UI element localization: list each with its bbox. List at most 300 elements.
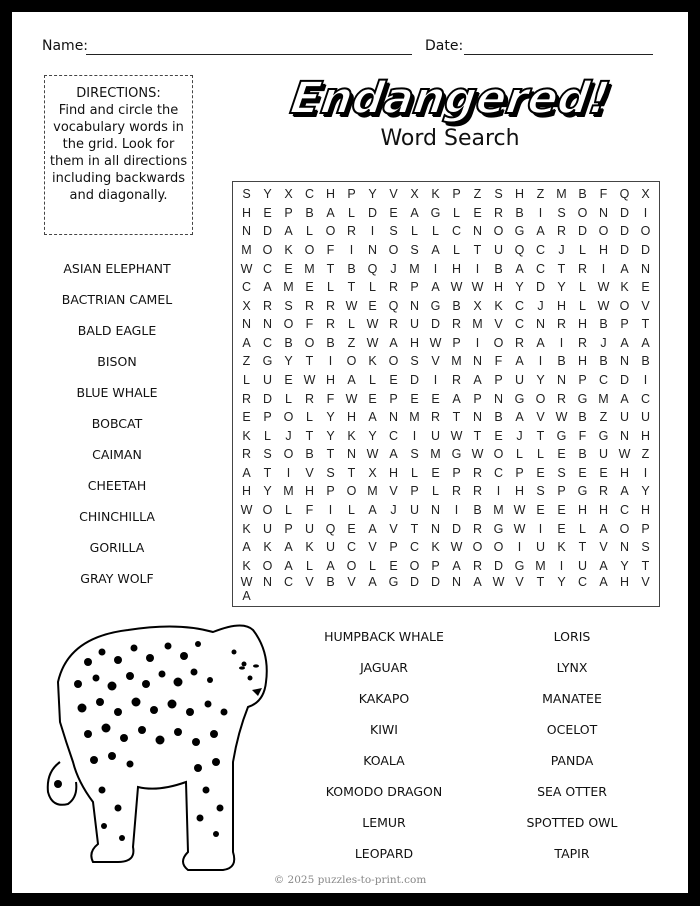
grid-cell[interactable]: A [284, 540, 293, 555]
grid-cell[interactable]: F [599, 187, 608, 202]
grid-cell[interactable]: F [578, 428, 587, 443]
grid-cell[interactable]: T [473, 428, 482, 443]
grid-cell[interactable]: L [327, 280, 334, 295]
grid-cell[interactable]: L [411, 465, 418, 480]
grid-cell[interactable]: V [599, 540, 608, 555]
grid-cell[interactable]: B [494, 261, 503, 276]
grid-cell[interactable]: N [556, 372, 567, 387]
grid-cell[interactable]: B [641, 354, 650, 369]
grid-cell[interactable]: X [284, 187, 293, 202]
grid-cell[interactable]: Q [514, 242, 525, 257]
grid-cell[interactable]: R [472, 484, 483, 499]
grid-cell[interactable]: O [304, 335, 315, 350]
grid-cell[interactable]: N [241, 317, 252, 332]
grid-cell[interactable]: O [304, 242, 315, 257]
grid-cell[interactable]: K [557, 540, 566, 555]
grid-cell[interactable]: B [578, 410, 587, 425]
grid-cell[interactable]: S [494, 187, 503, 202]
grid-cell[interactable]: B [599, 354, 608, 369]
grid-cell[interactable]: H [640, 428, 651, 443]
grid-cell[interactable]: F [305, 502, 314, 517]
grid-cell[interactable]: I [538, 521, 543, 536]
grid-cell[interactable]: T [326, 261, 335, 276]
grid-cell[interactable]: V [431, 354, 440, 369]
grid-cell[interactable]: A [242, 335, 251, 350]
grid-cell[interactable]: J [537, 298, 544, 313]
grid-cell[interactable]: U [430, 428, 441, 443]
grid-cell[interactable]: H [514, 484, 525, 499]
grid-cell[interactable]: M [304, 261, 315, 276]
grid-cell[interactable]: H [451, 261, 462, 276]
grid-cell[interactable]: W [345, 298, 358, 313]
grid-cell[interactable]: J [600, 335, 607, 350]
grid-cell[interactable]: U [577, 558, 588, 573]
grid-cell[interactable]: E [536, 502, 545, 517]
grid-cell[interactable]: G [451, 447, 462, 462]
grid-cell[interactable]: M [409, 410, 420, 425]
grid-cell[interactable]: V [515, 574, 524, 589]
grid-cell[interactable]: E [494, 428, 503, 443]
grid-cell[interactable]: B [473, 502, 482, 517]
grid-cell[interactable]: R [451, 372, 462, 387]
grid-cell[interactable]: T [641, 558, 650, 573]
grid-cell[interactable]: W [240, 502, 253, 517]
grid-cell[interactable]: U [598, 447, 609, 462]
grid-cell[interactable]: A [641, 335, 650, 350]
grid-cell[interactable]: A [452, 391, 461, 406]
grid-cell[interactable]: N [388, 410, 399, 425]
grid-cell[interactable]: P [284, 205, 293, 220]
grid-cell[interactable]: P [347, 187, 356, 202]
grid-cell[interactable]: O [388, 242, 399, 257]
grid-cell[interactable]: P [389, 391, 398, 406]
grid-cell[interactable]: O [409, 558, 420, 573]
grid-cell[interactable]: N [598, 205, 609, 220]
grid-cell[interactable]: R [241, 391, 252, 406]
grid-cell[interactable]: G [514, 224, 525, 239]
grid-cell[interactable]: K [431, 540, 440, 555]
grid-cell[interactable]: C [535, 242, 546, 257]
grid-cell[interactable]: O [262, 502, 273, 517]
grid-cell[interactable]: N [451, 574, 462, 589]
grid-cell[interactable]: Y [536, 372, 545, 387]
grid-cell[interactable]: A [620, 335, 629, 350]
grid-cell[interactable]: S [326, 465, 335, 480]
grid-cell[interactable]: L [432, 224, 439, 239]
grid-cell[interactable]: A [515, 354, 524, 369]
grid-cell[interactable]: O [493, 335, 504, 350]
grid-cell[interactable]: T [557, 261, 566, 276]
grid-cell[interactable]: L [537, 447, 544, 462]
grid-cell[interactable]: E [557, 447, 566, 462]
grid-cell[interactable]: F [326, 242, 335, 257]
grid-cell[interactable]: E [389, 372, 398, 387]
grid-cell[interactable]: G [598, 428, 609, 443]
grid-cell[interactable]: J [390, 261, 397, 276]
grid-cell[interactable]: P [452, 335, 461, 350]
grid-cell[interactable]: N [367, 242, 378, 257]
grid-cell[interactable]: M [598, 391, 609, 406]
grid-cell[interactable]: H [325, 372, 336, 387]
grid-cell[interactable]: U [409, 502, 420, 517]
grid-cell[interactable]: I [559, 558, 564, 573]
grid-cell[interactable]: J [558, 242, 565, 257]
grid-cell[interactable]: C [346, 540, 357, 555]
grid-cell[interactable]: A [326, 205, 335, 220]
grid-cell[interactable]: B [578, 447, 587, 462]
grid-cell[interactable]: Z [641, 447, 650, 462]
grid-cell[interactable]: A [473, 574, 482, 589]
grid-cell[interactable]: W [429, 335, 442, 350]
grid-cell[interactable]: H [577, 354, 588, 369]
grid-cell[interactable]: R [472, 521, 483, 536]
grid-cell[interactable]: P [494, 372, 503, 387]
letter-grid[interactable] [232, 181, 660, 607]
grid-cell[interactable]: V [389, 187, 398, 202]
grid-cell[interactable]: T [305, 354, 314, 369]
grid-cell[interactable]: A [284, 558, 293, 573]
grid-cell[interactable]: Y [620, 558, 629, 573]
grid-cell[interactable]: V [305, 574, 314, 589]
grid-cell[interactable]: A [284, 224, 293, 239]
grid-cell[interactable]: L [516, 447, 523, 462]
grid-cell[interactable]: I [370, 224, 375, 239]
grid-cell[interactable]: H [346, 410, 357, 425]
grid-cell[interactable]: L [453, 242, 460, 257]
grid-cell[interactable]: P [326, 484, 335, 499]
grid-cell[interactable]: S [389, 224, 398, 239]
grid-cell[interactable]: N [472, 410, 483, 425]
grid-cell[interactable]: H [388, 465, 399, 480]
grid-cell[interactable]: E [557, 502, 566, 517]
grid-cell[interactable]: T [263, 465, 272, 480]
grid-cell[interactable]: D [430, 317, 441, 332]
grid-cell[interactable]: V [305, 465, 314, 480]
grid-cell[interactable]: H [409, 335, 420, 350]
grid-cell[interactable]: O [262, 558, 273, 573]
grid-cell[interactable]: E [389, 558, 398, 573]
grid-cell[interactable]: F [494, 354, 503, 369]
grid-cell[interactable]: E [473, 205, 482, 220]
grid-cell[interactable]: U [493, 242, 504, 257]
grid-cell[interactable]: W [366, 447, 379, 462]
grid-cell[interactable]: O [640, 224, 651, 239]
grid-cell[interactable]: X [368, 465, 377, 480]
grid-cell[interactable]: L [285, 502, 292, 517]
grid-cell[interactable]: W [240, 261, 253, 276]
grid-cell[interactable]: S [263, 447, 272, 462]
grid-cell[interactable]: N [409, 298, 420, 313]
grid-cell[interactable]: I [496, 484, 501, 499]
grid-cell[interactable]: R [472, 558, 483, 573]
grid-cell[interactable]: Y [263, 484, 272, 499]
grid-cell[interactable]: N [640, 261, 651, 276]
grid-cell[interactable]: G [514, 391, 525, 406]
grid-cell[interactable]: R [451, 317, 462, 332]
grid-cell[interactable]: M [472, 317, 483, 332]
grid-cell[interactable]: G [262, 354, 273, 369]
grid-cell[interactable]: A [620, 261, 629, 276]
grid-cell[interactable]: L [306, 224, 313, 239]
grid-cell[interactable]: Z [473, 187, 482, 202]
grid-cell[interactable]: E [536, 465, 545, 480]
grid-cell[interactable]: A [326, 558, 335, 573]
grid-cell[interactable]: G [430, 298, 441, 313]
grid-cell[interactable]: N [430, 521, 441, 536]
grid-cell[interactable]: U [304, 521, 315, 536]
grid-cell[interactable]: T [641, 317, 650, 332]
grid-cell[interactable]: I [601, 261, 606, 276]
grid-cell[interactable]: G [430, 205, 441, 220]
grid-cell[interactable]: U [262, 372, 273, 387]
grid-cell[interactable]: C [598, 372, 609, 387]
grid-cell[interactable]: I [559, 335, 564, 350]
grid-cell[interactable]: W [450, 280, 463, 295]
grid-cell[interactable]: M [451, 354, 462, 369]
grid-cell[interactable]: P [410, 484, 419, 499]
grid-cell[interactable]: T [305, 428, 314, 443]
grid-cell[interactable]: T [578, 540, 587, 555]
grid-cell[interactable]: P [515, 465, 524, 480]
grid-cell[interactable]: W [492, 574, 505, 589]
grid-cell[interactable]: R [472, 465, 483, 480]
grid-cell[interactable]: A [620, 391, 629, 406]
grid-cell[interactable]: C [514, 298, 525, 313]
grid-cell[interactable]: R [346, 224, 357, 239]
grid-cell[interactable]: E [368, 391, 377, 406]
grid-cell[interactable]: E [347, 521, 356, 536]
grid-cell[interactable]: A [368, 521, 377, 536]
grid-cell[interactable]: A [599, 521, 608, 536]
grid-cell[interactable]: D [535, 280, 546, 295]
grid-cell[interactable]: S [242, 187, 251, 202]
grid-cell[interactable]: Z [536, 187, 545, 202]
grid-cell[interactable]: I [433, 372, 438, 387]
grid-cell[interactable]: O [283, 447, 294, 462]
grid-cell[interactable]: I [643, 205, 648, 220]
grid-cell[interactable]: B [452, 298, 461, 313]
grid-cell[interactable]: B [494, 410, 503, 425]
grid-cell[interactable]: H [514, 187, 525, 202]
grid-cell[interactable]: E [599, 465, 608, 480]
grid-cell[interactable]: R [493, 205, 504, 220]
grid-cell[interactable]: I [538, 354, 543, 369]
grid-cell[interactable]: F [305, 317, 314, 332]
grid-cell[interactable]: B [284, 335, 293, 350]
grid-cell[interactable]: O [283, 317, 294, 332]
grid-cell[interactable]: R [304, 298, 315, 313]
grid-cell[interactable]: X [473, 298, 482, 313]
grid-cell[interactable]: H [577, 317, 588, 332]
grid-cell[interactable]: N [430, 502, 441, 517]
grid-cell[interactable]: A [242, 540, 251, 555]
grid-cell[interactable]: E [410, 391, 419, 406]
grid-cell[interactable]: M [430, 447, 441, 462]
grid-cell[interactable]: R [577, 261, 588, 276]
grid-cell[interactable]: W [597, 280, 610, 295]
grid-cell[interactable]: L [579, 298, 586, 313]
grid-cell[interactable]: O [472, 540, 483, 555]
grid-cell[interactable]: A [473, 372, 482, 387]
grid-cell[interactable]: T [326, 447, 335, 462]
grid-cell[interactable]: I [454, 502, 459, 517]
grid-cell[interactable]: M [241, 242, 252, 257]
grid-cell[interactable]: K [242, 558, 251, 573]
grid-cell[interactable]: D [619, 242, 630, 257]
grid-cell[interactable]: W [366, 335, 379, 350]
grid-cell[interactable]: B [305, 205, 314, 220]
grid-cell[interactable]: U [409, 317, 420, 332]
grid-cell[interactable]: O [325, 224, 336, 239]
grid-cell[interactable]: O [388, 354, 399, 369]
grid-cell[interactable]: Y [368, 428, 377, 443]
grid-cell[interactable]: S [557, 465, 566, 480]
grid-cell[interactable]: U [640, 410, 651, 425]
grid-cell[interactable]: M [283, 280, 294, 295]
grid-cell[interactable]: L [369, 372, 376, 387]
grid-cell[interactable]: Z [599, 410, 608, 425]
grid-cell[interactable]: E [263, 205, 272, 220]
grid-cell[interactable]: G [577, 484, 588, 499]
grid-cell[interactable]: B [599, 317, 608, 332]
grid-cell[interactable]: R [577, 335, 588, 350]
grid-cell[interactable]: Y [284, 354, 293, 369]
grid-cell[interactable]: D [577, 224, 588, 239]
grid-cell[interactable]: D [367, 205, 378, 220]
grid-cell[interactable]: T [536, 428, 545, 443]
grid-cell[interactable]: U [535, 540, 546, 555]
grid-cell[interactable]: E [284, 372, 293, 387]
grid-cell[interactable]: P [578, 372, 587, 387]
grid-cell[interactable]: N [493, 391, 504, 406]
grid-cell[interactable]: G [514, 558, 525, 573]
grid-cell[interactable]: I [517, 540, 522, 555]
grid-cell[interactable]: Y [326, 428, 335, 443]
grid-cell[interactable]: T [347, 465, 356, 480]
grid-cell[interactable]: C [640, 391, 651, 406]
grid-cell[interactable]: A [515, 410, 524, 425]
grid-cell[interactable]: C [388, 428, 399, 443]
grid-cell[interactable]: J [390, 502, 397, 517]
grid-cell[interactable]: I [538, 205, 543, 220]
grid-cell[interactable]: L [243, 372, 250, 387]
grid-cell[interactable]: T [452, 410, 461, 425]
grid-cell[interactable]: W [450, 428, 463, 443]
grid-cell[interactable]: T [410, 521, 419, 536]
grid-cell[interactable]: D [493, 558, 504, 573]
grid-cell[interactable]: Y [641, 484, 650, 499]
grid-cell[interactable]: A [263, 280, 272, 295]
grid-cell[interactable]: W [303, 372, 316, 387]
grid-cell[interactable]: R [304, 391, 315, 406]
grid-cell[interactable]: R [514, 335, 525, 350]
grid-cell[interactable]: D [262, 224, 273, 239]
grid-cell[interactable]: D [451, 521, 462, 536]
grid-cell[interactable]: V [389, 521, 398, 536]
grid-cell[interactable]: O [577, 205, 588, 220]
grid-cell[interactable]: C [514, 317, 525, 332]
grid-cell[interactable]: K [347, 428, 356, 443]
grid-cell[interactable]: K [431, 187, 440, 202]
grid-cell[interactable]: H [493, 280, 504, 295]
grid-cell[interactable]: C [262, 261, 273, 276]
grid-cell[interactable]: O [493, 447, 504, 462]
grid-cell[interactable]: E [557, 521, 566, 536]
grid-cell[interactable]: H [619, 465, 630, 480]
grid-cell[interactable]: N [262, 317, 273, 332]
grid-cell[interactable]: Z [347, 335, 356, 350]
grid-cell[interactable]: H [241, 205, 252, 220]
grid-cell[interactable]: A [389, 335, 398, 350]
grid-cell[interactable]: C [241, 280, 252, 295]
grid-cell[interactable]: E [284, 261, 293, 276]
grid-cell[interactable]: B [347, 261, 356, 276]
grid-cell[interactable]: A [599, 558, 608, 573]
grid-cell[interactable]: A [536, 335, 545, 350]
grid-cell[interactable]: R [262, 298, 273, 313]
grid-cell[interactable]: W [597, 298, 610, 313]
grid-cell[interactable]: Y [368, 187, 377, 202]
grid-cell[interactable]: U [514, 372, 525, 387]
grid-cell[interactable]: L [579, 280, 586, 295]
grid-cell[interactable]: R [388, 280, 399, 295]
grid-cell[interactable]: L [369, 280, 376, 295]
grid-cell[interactable]: A [368, 410, 377, 425]
grid-cell[interactable]: O [262, 242, 273, 257]
grid-cell[interactable]: Q [325, 521, 336, 536]
grid-cell[interactable]: N [535, 317, 546, 332]
grid-cell[interactable]: J [285, 428, 292, 443]
grid-cell[interactable]: W [240, 574, 253, 589]
grid-cell[interactable]: L [453, 205, 460, 220]
grid-cell[interactable]: P [452, 465, 461, 480]
grid-cell[interactable]: D [640, 242, 651, 257]
grid-cell[interactable]: S [410, 242, 419, 257]
grid-cell[interactable]: L [579, 521, 586, 536]
grid-cell[interactable]: D [619, 372, 630, 387]
grid-cell[interactable]: K [242, 521, 251, 536]
grid-cell[interactable]: L [432, 484, 439, 499]
grid-cell[interactable]: R [241, 447, 252, 462]
grid-cell[interactable]: I [412, 428, 417, 443]
grid-cell[interactable]: S [536, 484, 545, 499]
grid-cell[interactable]: C [493, 465, 504, 480]
grid-cell[interactable]: P [284, 521, 293, 536]
grid-cell[interactable]: C [283, 574, 294, 589]
grid-cell[interactable]: O [346, 354, 357, 369]
grid-cell[interactable]: B [326, 335, 335, 350]
grid-cell[interactable]: C [262, 335, 273, 350]
grid-cell[interactable]: R [451, 484, 462, 499]
grid-cell[interactable]: H [241, 484, 252, 499]
grid-cell[interactable]: K [305, 540, 314, 555]
grid-cell[interactable]: H [304, 484, 315, 499]
grid-cell[interactable]: C [409, 540, 420, 555]
grid-cell[interactable]: A [515, 261, 524, 276]
grid-cell[interactable]: G [556, 428, 567, 443]
grid-cell[interactable]: N [619, 428, 630, 443]
grid-cell[interactable]: K [368, 354, 377, 369]
grid-cell[interactable]: A [599, 574, 608, 589]
grid-cell[interactable]: A [347, 372, 356, 387]
grid-cell[interactable]: H [577, 502, 588, 517]
grid-cell[interactable]: E [578, 465, 587, 480]
grid-cell[interactable]: I [328, 354, 333, 369]
grid-cell[interactable]: S [410, 447, 419, 462]
grid-cell[interactable]: T [473, 242, 482, 257]
grid-cell[interactable]: H [640, 502, 651, 517]
grid-cell[interactable]: O [619, 298, 630, 313]
